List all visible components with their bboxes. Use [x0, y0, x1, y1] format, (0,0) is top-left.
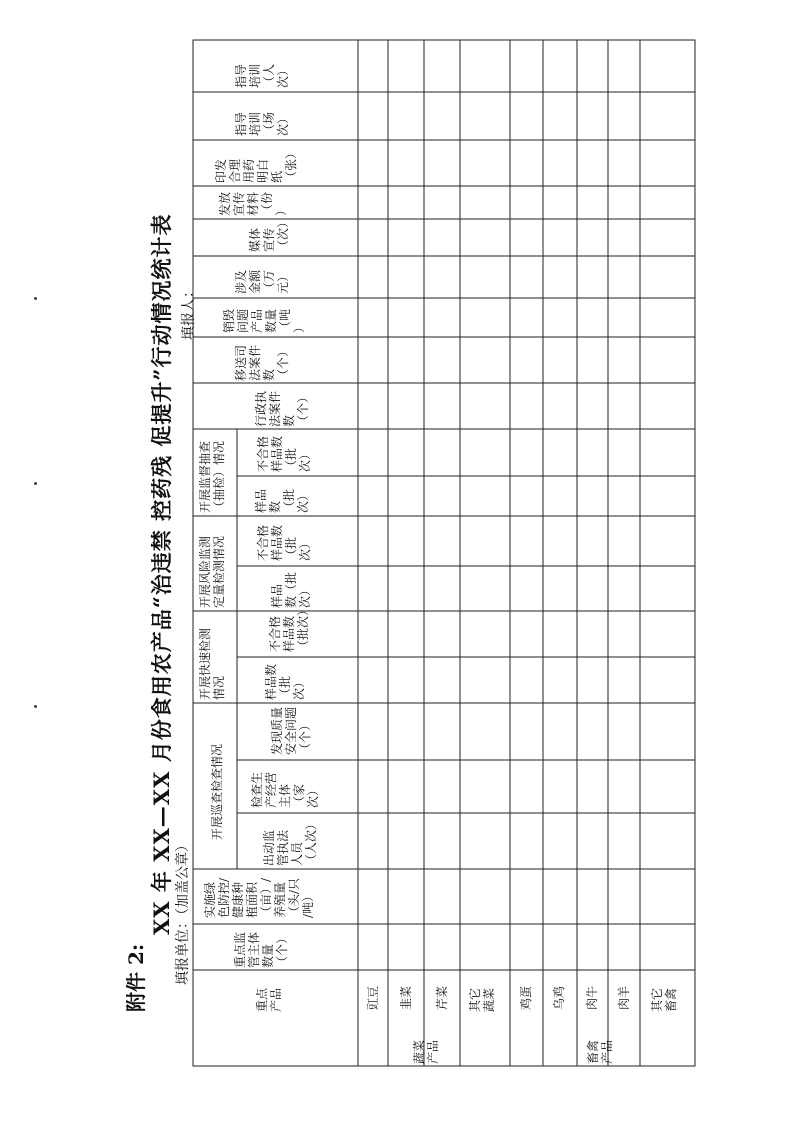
header-patrol-issues: 发现质量 安全问题 （个）: [270, 706, 312, 755]
product-label: 肉牛: [585, 985, 599, 1010]
header-green-control: 实施绿 色防控/ 健康种 植面积 （亩）/ 养殖量 （头/只 /吨）: [203, 877, 315, 918]
attachment-label: 附件 2:: [124, 943, 148, 1012]
header-destroyed: 销毁 问题 产品 数量 （吨 ）: [222, 308, 306, 333]
header-admin-cases: 行政执 法案件 数 （个）: [254, 390, 310, 427]
header-rapid-unqualified: 不合格 样品数 （批次）: [268, 603, 310, 652]
header-spot-samples: 样品 数 （批 次）: [254, 488, 310, 513]
product-label: 韭菜: [399, 985, 413, 1010]
header-patrol-entities: 检查生 产经营 主体 （家 次）: [250, 771, 320, 808]
header-patrol-group: 开展巡查检查情况: [210, 743, 224, 840]
header-key-supervision: 重点监 管主体 数量 （个）: [233, 931, 289, 968]
header-judicial-cases: 移送司 法案件 数 （个）: [234, 344, 290, 381]
header-risk-samples: 样品 数（批 次）: [270, 571, 312, 608]
group-vegetables: 蔬菜 产品: [412, 1039, 440, 1064]
header-risk-unqualified: 不合格 样品数 （批 次）: [256, 524, 312, 561]
product-label: 其它 畜禽: [650, 987, 678, 1012]
product-label: 豇豆: [366, 985, 380, 1010]
product-label: 肉羊: [617, 985, 631, 1010]
header-patrol-personnel: 出动监 管执法 人员 （人次）: [262, 817, 318, 866]
header-training-people: 指导 培训 （人 次）: [234, 63, 290, 88]
header-spot-unqualified: 不合格 样品数 （批 次）: [256, 435, 312, 472]
header-risk-group: 开展风险监测 定量检测情况: [198, 535, 226, 608]
filler-person: 填报人：: [181, 284, 197, 340]
header-media: 媒体 宣传 （次）: [248, 215, 290, 252]
product-label: 乌鸡: [552, 985, 566, 1010]
header-pesticide-cards: 印发 合理 用药 明白 纸 （张）: [214, 146, 298, 183]
product-label: 其它 蔬菜: [468, 987, 496, 1012]
header-rapid-group: 开展快速检测 情况: [198, 627, 226, 700]
header-spot-group: 开展监督抽查 （抽检）情况: [198, 440, 226, 513]
header-rapid-samples: 样品数 （批 次）: [264, 663, 306, 700]
product-label: 芹菜: [435, 985, 449, 1010]
product-label: 鸡蛋: [519, 985, 533, 1010]
page-title: XX 年 XX—XX 月份食用农产品“治违禁 控药残 促提升”行动情况统计表: [149, 213, 174, 935]
header-amount: 涉及 金额 （万 元）: [234, 269, 290, 294]
header-key-product: 重点 产品: [255, 987, 283, 1012]
group-livestock: 畜禽 产品: [586, 1039, 614, 1064]
header-training-sessions: 指导 培训 （场 次）: [234, 111, 290, 136]
header-materials: 发放 宣传 材料 （份 ）: [218, 191, 288, 216]
filler-unit: 填报单位：（加盖公章）: [175, 838, 191, 985]
